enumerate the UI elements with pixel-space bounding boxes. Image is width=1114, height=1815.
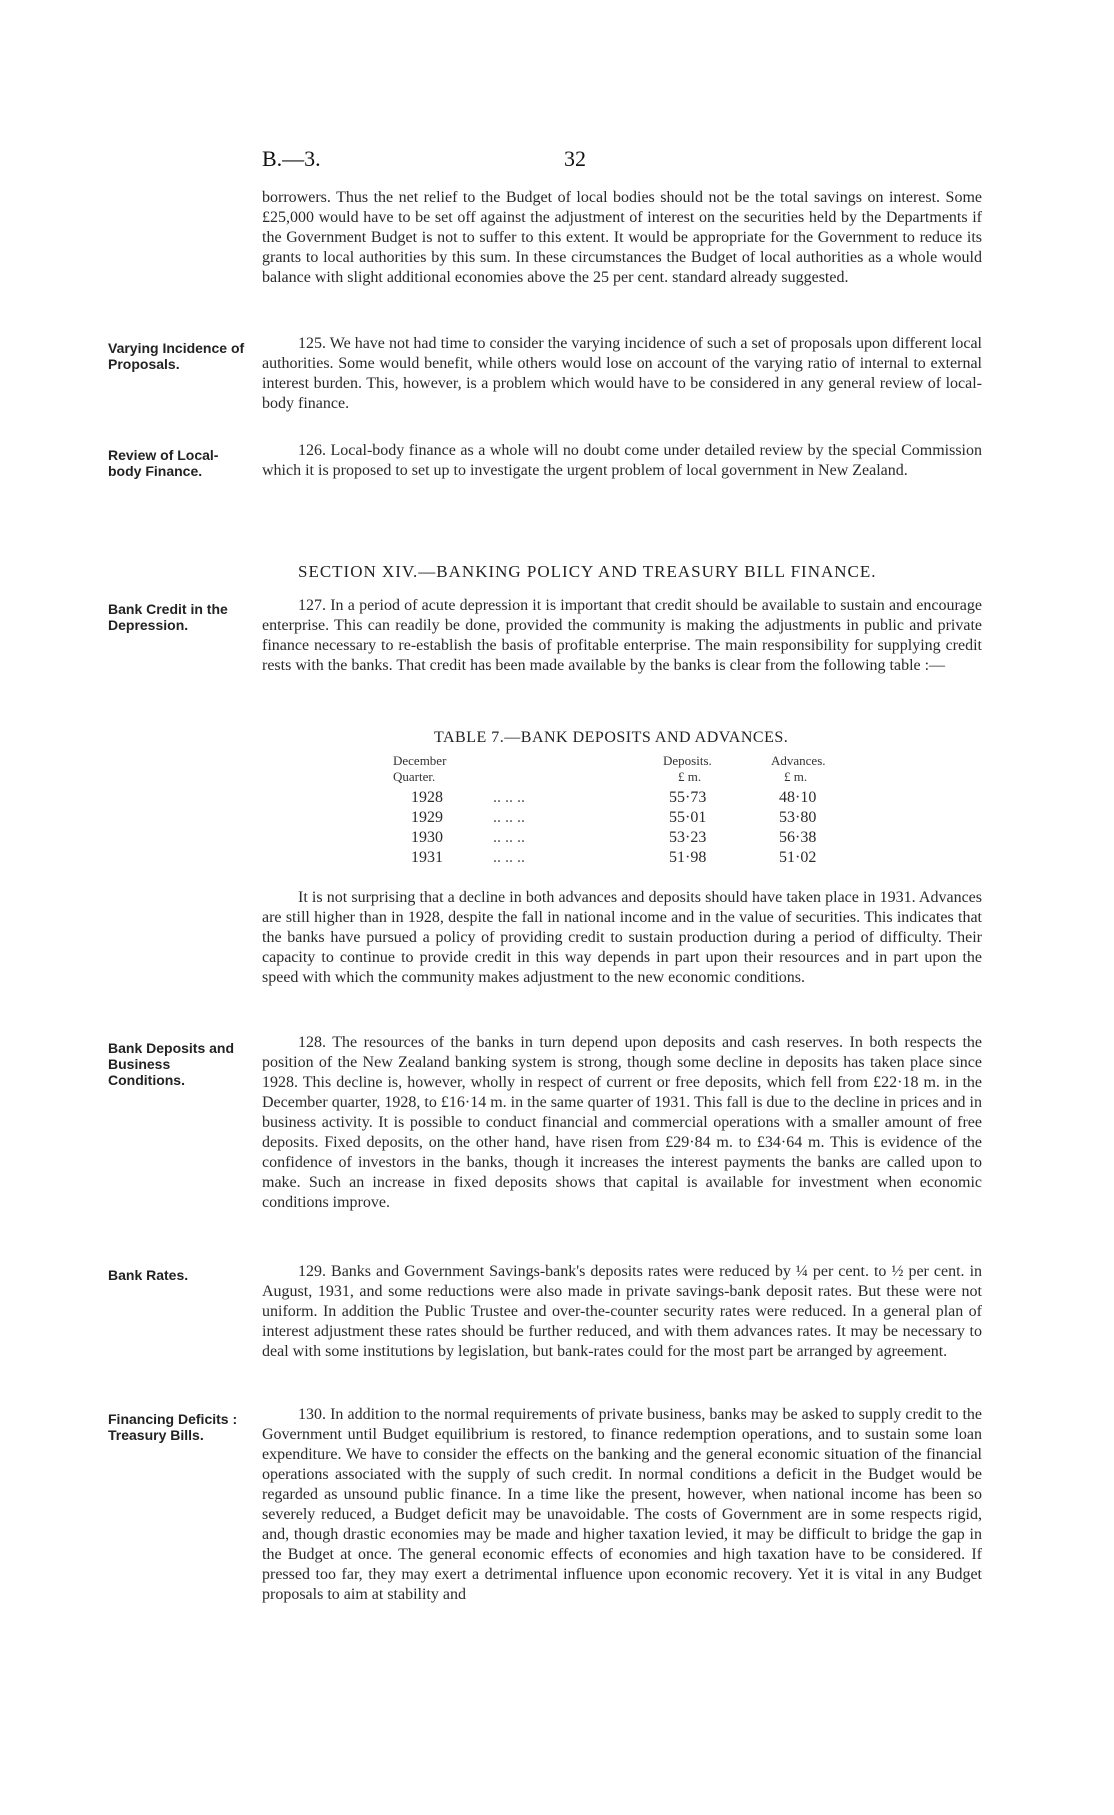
deposits-cell: 55·73: [669, 789, 707, 806]
year-cell: 1931: [411, 849, 443, 866]
paragraph-text: In a period of acute depression it is important that credit should be available to sustain and encourage enterprise. This can readily be done, provided the community is making the adjustments in public and private finance necessary to re-establish the basis of profitable enterprise. The main responsibility for supplying credit rests with the banks. That credit has been made available by the banks is clear from the following table :—: [262, 597, 983, 674]
paragraph-text: We have not had time to consider the varying incidence of such a set of proposals upon different local authorities. Some would benefit, while others would lose on account of the varying ratio of internal to external interest burden. This, however, is a problem which would have to be considered in any general review of local-body finance.: [262, 335, 982, 412]
page-header-reference: B.—3.: [262, 146, 321, 171]
unit-advances: £ m.: [784, 769, 808, 784]
unit-deposits: £ m.: [678, 769, 702, 784]
leader-dots: .. .. ..: [493, 809, 525, 826]
advances-cell: 48·10: [779, 789, 817, 806]
paragraph-127: [262, 596, 982, 676]
paragraph-number: 125.: [298, 335, 326, 352]
leader-dots: .. .. ..: [493, 829, 525, 846]
paragraph-125: [262, 334, 982, 414]
paragraph-126: [262, 441, 982, 481]
paragraph-130: [262, 1405, 982, 1605]
paragraph-number: 130.: [298, 1406, 326, 1423]
column-header-quarter: December Quarter.: [393, 753, 447, 784]
paragraph-text: Local-body finance as a whole will no doubt come under detailed review by the special Commission which it is proposed to set up to investigate the urgent problem of local government in New Zealand.: [262, 442, 982, 479]
margin-note-review-local-body: Review of Local-body Finance.: [108, 447, 219, 479]
paragraph-number: 129.: [298, 1263, 326, 1280]
paragraph-number: 127.: [298, 597, 326, 614]
margin-note-varying-incidence: Varying Incidence of Proposals.: [108, 340, 245, 372]
paragraph-text: In addition to the normal requirements of private business, banks may be asked to supply credit to the Government until Budget equilibrium is restored, to finance redemption operations, and to sustain some loan expenditure. We have to consider the effects on the banking and the general economic situation of the financial operations associated with the supply of such credit. In normal conditions a deficit in the Budget would be regarded as unsound public finance. In a time like the present, however, when national income has been so severely reduced, a Budget deficit may be unavoidable. The costs of Government are in some respects rigid, and, though drastic economies may be made and higher taxation levied, it may be difficult to bridge the gap in the Budget at once. The general economic effects of economies and high taxation have to be considered. If pressed too far, they may exert a detrimental influence upon economic recovery. Yet it is vital in any Budget proposals to aim at stability and: [262, 1406, 983, 1603]
leader-dots: .. .. ..: [493, 789, 525, 806]
paragraph-text: Banks and Government Savings-bank's deposits rates were reduced by ¼ per cent. to ½ per cent. in August, 1931, and some reductions were also made in private savings-bank deposit rates. But these were not uniform. In addition the Public Trustee and over-the-counter security rates were reduced. In a general plan of interest adjustment these rates should be further reduced, and with them advances rates. It may be necessary to deal with some institutions by legislation, but bank-rates could for the most part be arranged by agreement.: [262, 1263, 983, 1360]
paragraph-129: [262, 1262, 982, 1362]
year-cell: 1930: [411, 829, 443, 846]
advances-cell: 53·80: [779, 809, 817, 826]
paragraph-text: It is not surprising that a decline in both advances and deposits should have taken place in 1931. Advances are still higher than in 1928, despite the fall in national income and in the value of securities. This indicates that the banks have pursued a policy of providing credit to sustain production during a period of difficulty. Their capacity to continue to provide credit in this way depends in part upon their resources and in part upon the speed with which the community makes adjustment to the new economic conditions.: [262, 889, 982, 986]
year-cell: 1929: [411, 809, 443, 826]
margin-note-bank-deposits: Bank Deposits and Business Conditions.: [108, 1040, 235, 1088]
deposits-cell: 51·98: [669, 849, 707, 866]
leader-dots: .. .. ..: [493, 849, 525, 866]
paragraph-text: The resources of the banks in turn depend upon deposits and cash reserves. In both respects the position of the New Zealand banking system is strong, though some decline in deposits has taken place since 1928. This decline is, however, wholly in respect of current or free deposits, which fell from £22·18 m. in the December quarter, 1928, to £16·14 m. in the same quarter of 1931. This fall is due to the decline in prices and in business activity. It is possible to conduct financial and commercial operations with a smaller amount of free deposits. Fixed deposits, on the other hand, have risen from £29·84 m. to £34·64 m. This is evidence of the confidence of investors in the banks, though it increases the interest payments the banks are called upon to make. Such an increase in fixed deposits shows that capital is available for investment when economic conditions improve.: [262, 1034, 982, 1211]
margin-note-bank-rates: Bank Rates.: [108, 1267, 189, 1283]
deposits-cell: 55·01: [669, 809, 707, 826]
table-caption: TABLE 7.—BANK DEPOSITS AND ADVANCES.: [434, 729, 789, 746]
deposits-cell: 53·23: [669, 829, 707, 846]
paragraph-128: [262, 1033, 982, 1213]
page-number: 32: [564, 146, 586, 171]
column-header-advances: Advances.: [771, 753, 826, 768]
section-title: SECTION XIV.—BANKING POLICY AND TREASURY BILL FINANCE.: [298, 562, 877, 581]
advances-cell: 51·02: [779, 849, 817, 866]
advances-cell: 56·38: [779, 829, 817, 846]
margin-note-financing-deficits: Financing Deficits : Treasury Bills.: [108, 1411, 238, 1443]
paragraph-number: 126.: [298, 442, 326, 459]
paragraph-number: 128.: [298, 1034, 326, 1051]
paragraph-intro: borrowers. Thus the net relief to the Budget of local bodies should not be the total savings on interest. Some £25,000 would have to be set off against the adjustment of interest on the securities held by the Departments if the Government Budget is not to suffer to this extent. It would be appropriate for the Government to reduce its grants to local authorities by this sum. In these circumstances the Budget of local authorities as a whole would balance with slight additional economies above the 25 per cent. standard already suggested.: [262, 189, 982, 286]
margin-note-bank-credit: Bank Credit in the Depression.: [108, 601, 228, 633]
paragraph-after-table: [262, 888, 982, 988]
year-cell: 1928: [411, 789, 443, 806]
column-header-deposits: Deposits.: [663, 753, 712, 768]
bank-deposits-table: [393, 753, 853, 873]
